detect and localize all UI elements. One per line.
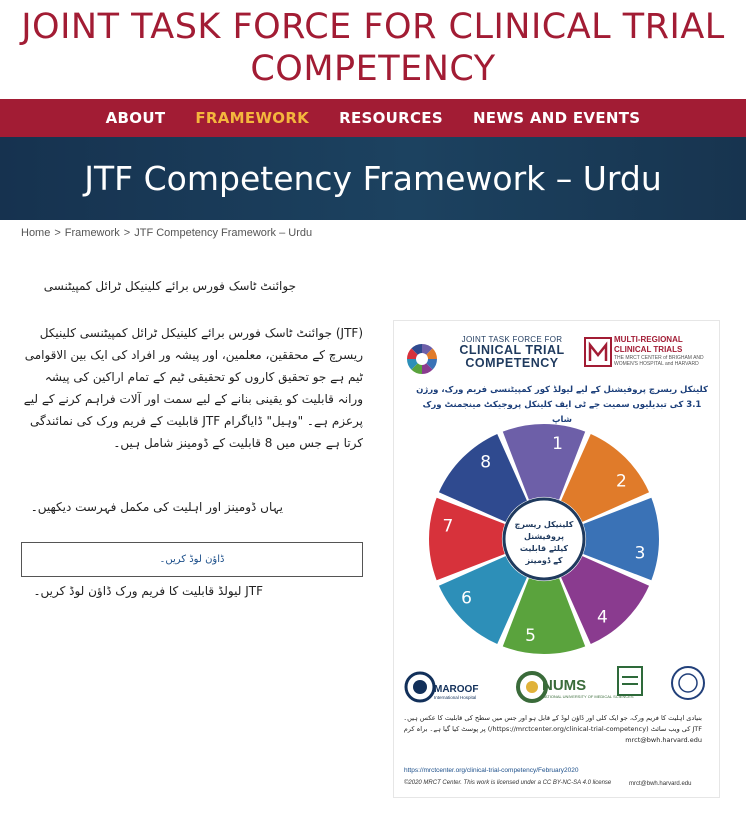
breadcrumb-framework[interactable]: Framework	[64, 227, 120, 239]
maroof-logo-text	[434, 684, 478, 700]
mrct-sub: THE MRCT CENTER of BRIGHAM AND WOMEN'S HOSPITAL and HARVARD	[614, 355, 704, 367]
intro-paragraph: (JTF) جوائنٹ ٹاسک فورس برائے کلینیکل ٹرائل کمپیٹنسی کلینیکل ریسرچ کے محققین، معلمین، اور پیشہ ور افراد کی ایک بین الاقوامی ٹیم ہے جو تحقیق کاروں کو تحقیقی ٹیم کے تمام اراکین کی پیشہ ورانہ قابلیت کو یقینی بنانے کے لیے سمت اور آلات فراہم کرنے کے لیے پرعزم ہے۔ "وہیل" ڈایاگرام JTF قابلیت کے فریم ورک کی نمائندگی کرتا ہے جس میں 8 قابلیت کے ڈومینز شامل ہیں۔	[23, 326, 363, 450]
breadcrumb-current: JTF Competency Framework – Urdu	[134, 227, 313, 239]
nav-framework[interactable]: FRAMEWORK	[195, 109, 310, 127]
breadcrumb-home[interactable]: Home	[21, 227, 51, 239]
poster-subtitle: کلینکل ریسرچ پروفیشنل کے لیے لیولڈ کور کمپیٹنسی فریم ورک، ورژن 3.1 کی تبدیلیوں سمیت جے ٹی ایف کلینکل پروجیکٹ مینجمنٹ ورک شاپ	[416, 385, 708, 425]
mrct-logo-icon	[584, 337, 612, 367]
jtf-logo-text	[442, 335, 582, 370]
maroof-name: MAROOF	[434, 684, 479, 695]
wheel-center-label: کلینیکل ریسرچ پروفیشنل کیلئے قابلیت کے ڈومینز	[514, 520, 574, 565]
wheel-number-1: 1	[552, 433, 563, 454]
poster-url: https://mrctcenter.org/clinical-trial-competency/February2020	[404, 767, 579, 774]
jtf-logo-icon	[404, 341, 440, 377]
nih-logo-icon	[672, 667, 704, 699]
domains-link[interactable]: یہاں ڈومینز اور اہلیت کی مکمل فہرست دیکھیں۔	[30, 500, 283, 514]
wheel-number-4: 4	[596, 607, 608, 628]
maroof-sub: International Hospital	[434, 695, 477, 700]
site-title[interactable]: JOINT TASK FORCE FOR CLINICAL TRIAL COMPETENCY	[21, 7, 725, 89]
wheel-number-3: 3	[634, 543, 646, 564]
wheel-number-6: 6	[461, 588, 472, 609]
mrct-logo-text	[614, 335, 714, 367]
jtf-logo-big: CLINICAL TRIAL COMPETENCY	[459, 343, 565, 370]
poster-footer-text: بنیادی اہلیت کا فریم ورک، جو ایک کلی اور ڈاؤن لوڈ کے قابل ہو اور جس میں سطح کی قابلیت کا عکس ہیں۔ JTF کی ویب سائٹ (https://mrctcenter.org/clinical-trial-competency/) پر پوسٹ کیا گیا ہے۔ براہ کرم mrct@bwh.harvard.edu	[403, 714, 702, 744]
hero-banner	[0, 137, 746, 220]
wheel-number-2: 2	[616, 471, 627, 492]
download-button[interactable]	[21, 542, 363, 577]
nums-logo-text	[542, 677, 634, 699]
nums-name: NUMS	[542, 677, 587, 694]
poster-email: mrct@bwh.harvard.edu	[629, 781, 692, 787]
maroof-logo-icon	[406, 673, 434, 701]
poster-copyright: ©2020 MRCT Center. This work is licensed under a CC BY-NC-SA 4.0 license	[404, 780, 612, 786]
wheel-number-5: 5	[525, 626, 536, 647]
wheel-number-7: 7	[442, 516, 454, 537]
main-nav	[0, 99, 746, 137]
intro-heading: جوائنٹ ٹاسک فورس برائے کلینیکل ٹرائل کمپیٹنسی	[43, 279, 296, 293]
download-text: JTF لیولڈ قابلیت کا فریم ورک ڈاؤن لوڈ کریں۔	[33, 584, 263, 598]
nums-sub: NATIONAL UNIVERSITY OF MEDICAL SCIENCES	[542, 694, 634, 699]
nav-about[interactable]: ABOUT	[105, 109, 166, 127]
page-title: JTF Competency Framework – Urdu	[84, 159, 662, 198]
wheel-number-8: 8	[480, 452, 492, 473]
breadcrumb: Home > Framework > JTF Competency Framework – Urdu	[21, 227, 313, 239]
nav-resources[interactable]: RESOURCES	[339, 109, 443, 127]
jtf-logo-small: JOINT TASK FORCE FOR	[461, 335, 563, 344]
mrct-name: MULTI-REGIONAL CLINICAL TRIALS	[614, 335, 683, 354]
download-button-label: ڈاؤن لوڈ کریں۔	[159, 554, 225, 565]
framework-poster-image[interactable]	[393, 320, 720, 798]
nav-news-and-events[interactable]: NEWS AND EVENTS	[472, 109, 641, 127]
